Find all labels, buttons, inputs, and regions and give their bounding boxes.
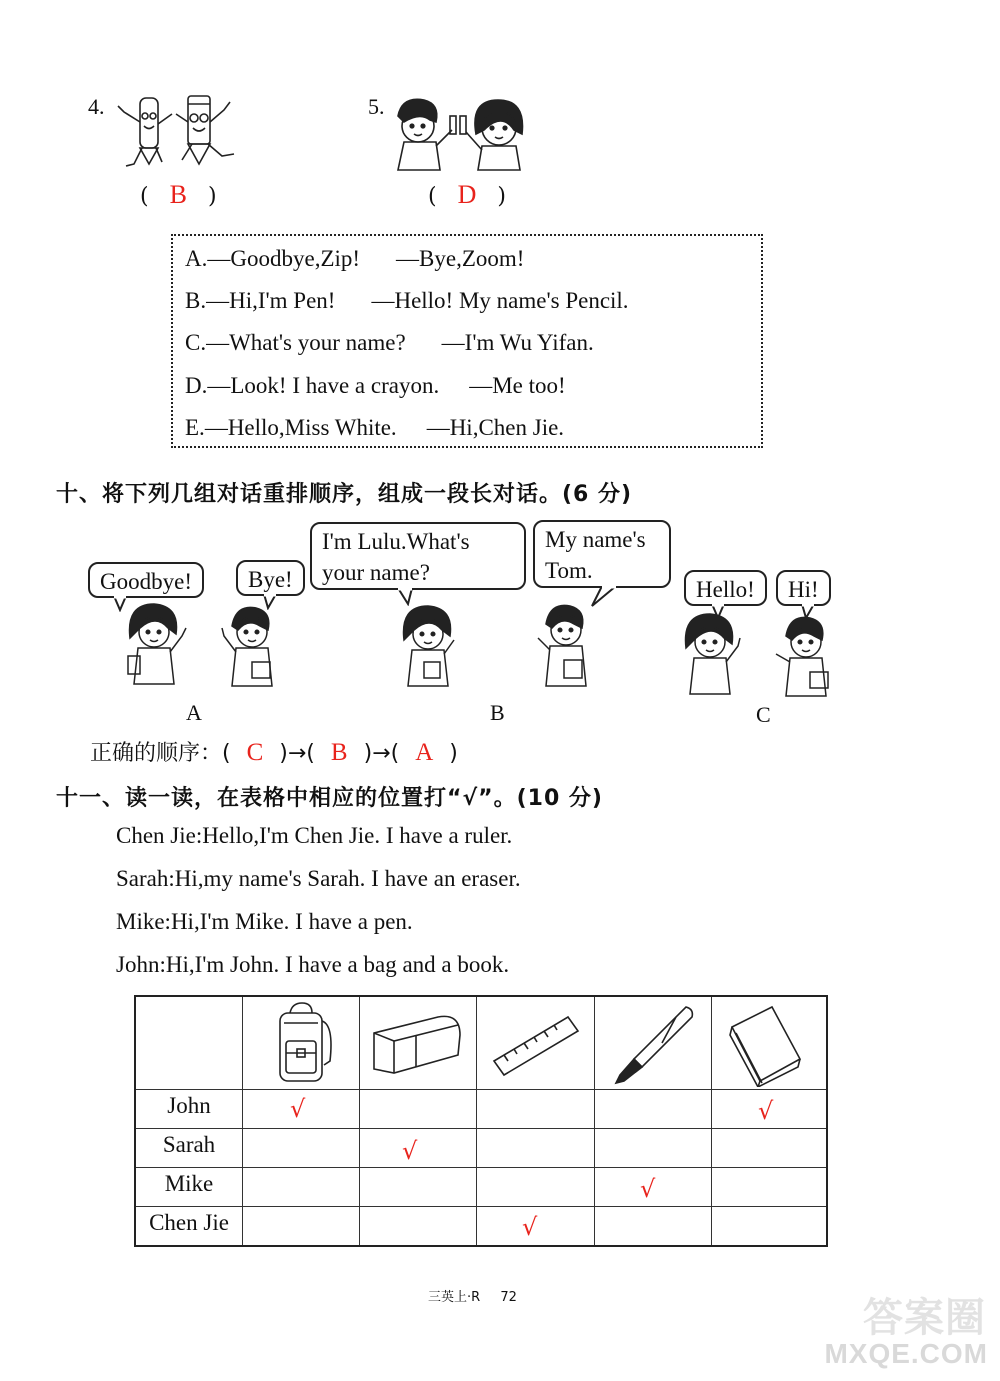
ruler-icon [488,1011,584,1081]
order-answer-line: 正确的顺序：( C )→( B )→( A ) [90,739,458,766]
boy-illustration-c [770,610,840,700]
order-answer-3: A [415,739,434,766]
bubble-a-goodbye: Goodbye! [88,562,204,598]
two-children-illustration [390,94,540,174]
bag-icon [266,1001,336,1085]
check-mark-john-bag: √ [290,1095,306,1123]
dialogue-line-sarah: Sarah:Hi,my name's Sarah. I have an eraser. [116,866,521,891]
dialogue-line-john: John:Hi,I'm John. I have a bag and a book. [116,952,510,977]
option-c: C.—What's your name? —I'm Wu Yifan. [185,330,594,355]
option-b: B.—Hi,I'm Pen! —Hello! My name's Pencil. [185,288,629,313]
group-label-a: A [186,700,202,725]
option-d: D.—Look! I have a crayon. —Me too! [185,373,566,398]
table-row-sarah-name: Sarah [162,1132,216,1157]
option-a: A.—Goodbye,Zip! —Bye,Zoom! [185,246,525,271]
boy-illustration-b [530,598,600,690]
girl-illustration-a [122,598,192,688]
question-5-number: 5. [368,94,385,119]
eraser-icon [368,1011,468,1079]
section-11-title: 十一、读一读，在表格中相应的位置打“√”。(10 分) [56,786,603,811]
boy-illustration-a [216,600,286,690]
bubble-b-tom: My name's Tom. [533,520,671,588]
answer-paren-5: ( D ) [428,180,508,209]
order-answer-2: B [330,739,348,766]
watermark-url: MXQE.COM [824,1338,988,1369]
bubble-a-bye: Bye! [236,560,305,596]
bubble-c-hello: Hello! [684,570,767,606]
bubble-b-lulu: I'm Lulu.What's your name? [310,522,526,590]
answer-paren-4: ( B ) [140,180,219,209]
answer-table [134,995,828,1247]
table-row-chen-jie-name: Chen Jie [149,1210,229,1235]
page-number: 72 [500,1290,517,1305]
group-label-c: C [756,702,771,727]
dialogue-line-chen-jie: Chen Jie:Hello,I'm Chen Jie. I have a ruler. [116,823,513,848]
page-footer: 三英上·R 72 [428,1290,517,1305]
table-row-mike-name: Mike [164,1171,214,1196]
check-mark-mike-pen: √ [640,1175,656,1203]
girl-illustration-c [678,608,748,698]
bubble-c-hi: Hi! [776,570,831,606]
book-icon [726,1003,810,1087]
dialogue-line-mike: Mike:Hi,I'm Mike. I have a pen. [116,909,413,934]
watermark-logo: 答案圈 [863,1296,986,1340]
pen-icon [606,1003,702,1087]
girl-illustration-b [396,600,466,690]
question-4-number: 4. [88,94,105,119]
group-label-b: B [490,700,505,725]
answer-5: D [457,180,479,209]
table-row-john-name: John [167,1093,211,1118]
check-mark-john-book: √ [758,1097,774,1125]
check-mark-sarah-eraser: √ [402,1137,418,1165]
pen-and-pencil-illustration [112,92,247,172]
option-e: E.—Hello,Miss White. —Hi,Chen Jie. [185,415,565,440]
answer-4: B [169,180,189,209]
options-box [171,234,763,448]
order-answer-1: C [246,739,264,766]
section-10-title: 十、将下列几组对话重排顺序，组成一段长对话。(6 分) [56,482,633,507]
check-mark-chen-jie-ruler: √ [522,1213,538,1241]
